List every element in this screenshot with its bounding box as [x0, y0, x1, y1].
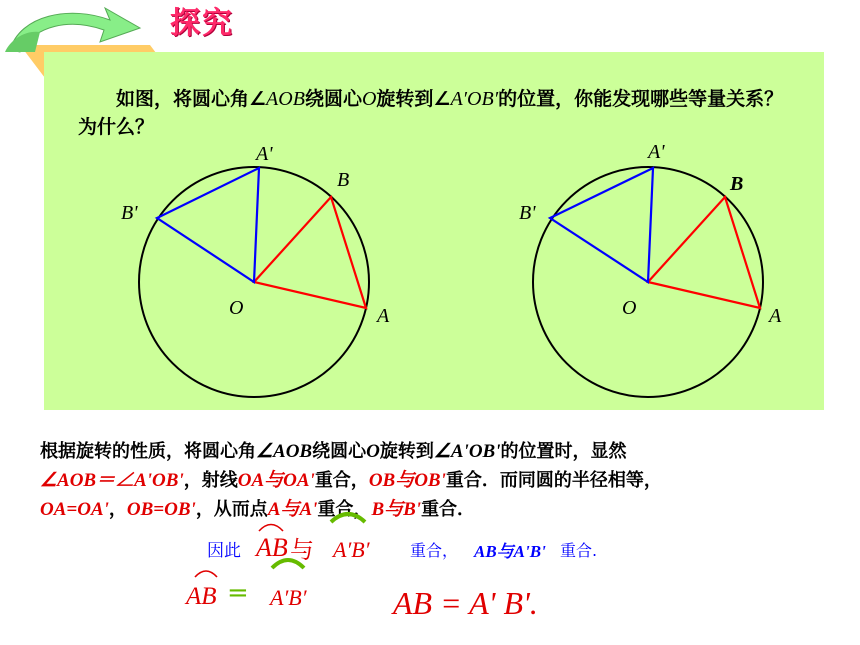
explain-center: O: [366, 441, 380, 462]
explain-part: ，: [108, 499, 127, 520]
explain-radius-eq-1: OA=OA': [40, 499, 109, 520]
left-label-B-prime: B': [121, 202, 138, 224]
conclusion-arc-ab-prime: A′B′: [333, 537, 370, 562]
equation-arc-ab-prime: A′B′: [270, 585, 307, 610]
right-blue-triangle: [550, 168, 653, 282]
question-part: 绕圆心: [304, 88, 362, 110]
explain-part: ，射线: [183, 470, 238, 491]
left-figure: [121, 143, 390, 397]
arc-mark-icon: [192, 565, 220, 579]
right-label-A-prime: A': [648, 141, 665, 163]
left-label-B: B: [337, 169, 350, 191]
explain-angle: ∠AOB: [256, 441, 313, 462]
right-label-O: O: [622, 297, 637, 319]
explain-point-b: B与B': [371, 499, 422, 520]
left-red-triangle: [254, 197, 366, 308]
explain-part: 旋转到: [379, 441, 434, 462]
right-label-A: A: [769, 305, 782, 327]
conclusion-chord: AB与A'B': [474, 542, 546, 561]
explain-ray-ob: OB与OB': [368, 470, 446, 491]
question-part: 的位置，你能发现哪些等量关系？为什么？: [78, 88, 784, 138]
question-angle: AOB: [266, 88, 305, 110]
explain-point-a: A与A': [267, 499, 318, 520]
explain-angle-equality: ∠AOB＝∠A'OB': [40, 470, 184, 491]
conclusion-because: 因此: [207, 541, 241, 561]
arc-mark-icon: [268, 552, 308, 572]
left-label-A: A: [377, 305, 390, 327]
arc-mark-icon: [256, 518, 286, 534]
page-title: 探究: [170, 6, 234, 41]
explain-part: 根据旋转的性质，将圆心角: [40, 441, 256, 462]
question-part: 旋转到∠: [376, 88, 451, 110]
explain-radius-eq-2: OB=OB': [126, 499, 196, 520]
explain-part: ，从而点: [195, 499, 268, 520]
explain-ray-oa: OA与OA': [237, 470, 315, 491]
explain-part: 绕圆心: [312, 441, 367, 462]
conclusion-with: 与: [290, 536, 314, 564]
equation-arc-ab: AB: [186, 583, 217, 610]
question-angle-rotated: A′OB′: [450, 88, 499, 110]
question-part: 如图，将圆心角∠: [116, 88, 267, 110]
left-label-O: O: [229, 297, 244, 319]
equation-chord: AB = A' B'.: [393, 585, 538, 621]
left-label-A-prime: A': [256, 143, 273, 165]
conclusion-coincide2: 重合.: [560, 541, 598, 560]
conclusion-arc-ab: AB: [256, 533, 288, 562]
question-center: O: [361, 88, 377, 110]
arc-mark-icon: [327, 506, 369, 526]
explain-part: 重合．: [421, 499, 476, 520]
right-label-B-prime: B': [519, 202, 536, 224]
explain-part: 重合，: [317, 499, 372, 520]
conclusion-coincide: 重合，: [410, 541, 459, 560]
explain-part: 重合，: [314, 470, 369, 491]
explanation-text: [40, 437, 850, 524]
right-label-B: B: [730, 173, 744, 195]
equation-equals: =: [227, 578, 249, 608]
explain-angle-rotated: ∠A'OB': [433, 441, 501, 462]
explain-part: 重合．而同圆的半径相等，: [445, 470, 662, 491]
right-figure: [519, 141, 782, 397]
left-blue-triangle: [157, 168, 259, 282]
right-red-triangle: [648, 197, 760, 308]
explain-part: 的位置时，显然: [500, 441, 627, 462]
